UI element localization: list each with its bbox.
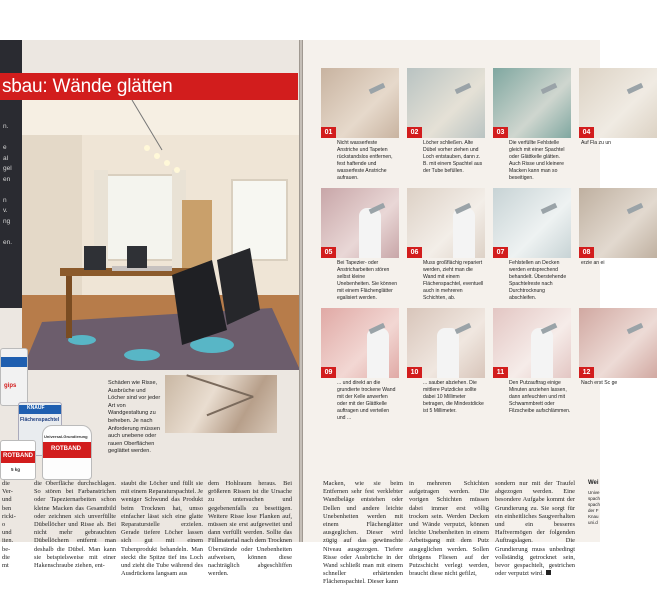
step-number: 10 xyxy=(407,367,422,378)
step-photo xyxy=(579,308,657,378)
worker-figure xyxy=(437,328,459,378)
trowel-icon xyxy=(455,323,472,334)
step-photo xyxy=(407,188,485,258)
step-photo xyxy=(321,68,399,138)
worker-figure xyxy=(523,208,545,258)
col0-line: ben xyxy=(2,504,12,512)
col0-line: be- xyxy=(2,545,11,553)
strip-line xyxy=(3,227,12,238)
step-photo xyxy=(407,68,485,138)
step-number: 08 xyxy=(579,247,594,258)
step-text: erzie an ei xyxy=(581,260,605,266)
step-12 xyxy=(579,308,657,387)
step-03 xyxy=(493,68,571,181)
left-col-0 xyxy=(2,480,22,570)
step-text: Bei Tapezier- oder Anstricharbeiten stören selbst kleine Unebenheiten. Sie können mit einem Flächenglätter egalisiert werden. xyxy=(337,260,398,301)
worker-figure xyxy=(539,88,561,138)
step-number: 04 xyxy=(579,127,594,138)
col0-line: Ver- xyxy=(2,488,13,496)
step-04 xyxy=(579,68,657,147)
step-number: 11 xyxy=(493,367,508,378)
step-text: ... und direkt an die grundierte trockene Wand mit der Kelle anwerfen oder mit der Glättkelle auftragen und verteilen und ... xyxy=(337,380,396,421)
step-text: Muss großflächig repariert werden, zieht man die Wand mit einem Flächenspachtel, eventuell auch in mehreren Schichten, ab. xyxy=(423,260,484,301)
col0-line: und xyxy=(2,496,12,504)
bucket4-sub: 5 kg xyxy=(11,467,21,472)
end-mark xyxy=(546,570,551,575)
strip-line xyxy=(3,133,12,144)
step-02 xyxy=(407,68,485,175)
image-caption: Schäden wie Risse, Ausbrüche und Löcher sind vor jeder Art von Wandgestaltung zu beheben. Je nach Anforderung müssen auch unebene oder rauen Oberflächen geglättet werden. xyxy=(108,380,161,455)
step-text: Auf Fla zu un xyxy=(581,140,612,146)
step-photo xyxy=(493,308,571,378)
strip-line: ng xyxy=(3,217,11,225)
room-illustration xyxy=(22,100,300,370)
page-title: sbau: Wände glätten xyxy=(2,76,173,97)
knauf-gips-bucket xyxy=(0,348,28,406)
strip-line: v. xyxy=(3,207,8,214)
col0-line: die xyxy=(2,553,10,561)
brand-label: KNAUF xyxy=(27,405,45,411)
worker-figure xyxy=(625,328,647,378)
col0-line: ricki- xyxy=(2,512,16,520)
col0-line: iten. xyxy=(2,537,14,545)
side-line: spach xyxy=(588,502,601,507)
worker-figure xyxy=(351,88,373,138)
step-number: 03 xyxy=(493,127,508,138)
step-number: 12 xyxy=(579,367,594,378)
col0-line: o xyxy=(2,521,6,529)
worker-figure xyxy=(617,208,639,258)
step-08 xyxy=(579,188,657,267)
step-number: 06 xyxy=(407,247,422,258)
step-photo xyxy=(579,68,657,138)
step-09 xyxy=(321,308,399,421)
right-col-2: in mehreren Schichten aufgetragen werden. Die vorigen Schichten müssen dabei immer erst völlig trocken sein. Werden Decken und Wände verputzt, können leichte Unebenheiten in einem Arbeitsgang mit dem Putz ausgeglichen werden. Sollen übrigens Fliesen auf der Putzschicht verlegt werden, braucht diese nicht gefilzt, xyxy=(409,480,489,578)
worker-figure xyxy=(359,208,381,258)
step-text: Nach erst Sc ge xyxy=(581,380,618,386)
step-text: Die verfüllte Fehlstelle gleich mit einer Spachtel oder Glättkelle glätten. Auch Risse und kleinere Macken kann man so beseitigen. xyxy=(509,140,565,181)
worker-figure xyxy=(367,328,389,378)
title-bar xyxy=(0,73,298,100)
side-line: Unive xyxy=(588,490,600,495)
dining-room-photo xyxy=(22,100,300,370)
crack-line xyxy=(186,374,253,397)
step-photo xyxy=(579,188,657,258)
right-page xyxy=(303,40,618,586)
product-buckets xyxy=(0,340,100,480)
worker-figure xyxy=(531,328,553,378)
step-text: Fehlstellen an Decken werden entsprechend behandelt. Überstehende Spachtelreste nach Durchtrocknung abschleifen. xyxy=(509,260,567,301)
strip-line: en. xyxy=(3,238,13,246)
step-05 xyxy=(321,188,399,301)
worker-figure xyxy=(453,208,475,258)
step-number: 02 xyxy=(407,127,422,138)
step-photo xyxy=(493,68,571,138)
grundierung-bucket xyxy=(42,425,92,480)
strip-line: al xyxy=(3,154,9,162)
left-col-3: dem Hohlraum heraus. Bei größeren Rissen ist die Ursache zu untersuchen und gegebenenfalls zu beseitigen. Weitere Risse lose Flanken auf, müssen sie erst aufgeweitet und dann verfüllt werden. Sollte das Füllmaterial nach dem Trocknen Überstände oder Unebenheiten aufweisen, können diese nachträglich abgeschliffen werden. xyxy=(208,480,292,578)
strip-line xyxy=(3,185,12,196)
strip-line: en xyxy=(3,175,11,183)
strip-line: gel xyxy=(3,165,12,172)
side-line: der F xyxy=(588,508,599,513)
bucket3-sub: Universal-Grundierung xyxy=(44,434,88,439)
bucket2-label: Flächenspachtel xyxy=(20,417,60,423)
step-text: ... sauber abziehen. Die mittlere Putzdicke sollte dabei 10 Millimeter betragen, die Mindestdicke ist 5 Millimeter. xyxy=(423,380,484,414)
strip-text xyxy=(3,122,12,248)
step-text: Löcher schließen. Alte Dübel vorher ziehen und Loch entstauben, dann z. B. mit einem Spachtel aus der Tube befüllen. xyxy=(423,140,483,174)
step-photo xyxy=(407,308,485,378)
strip-line: e xyxy=(3,144,7,151)
col0-line: die xyxy=(2,480,10,487)
side-line: Knau xyxy=(588,514,599,519)
crack-line xyxy=(207,396,254,416)
step-06 xyxy=(407,188,485,301)
left-col-1: die Oberfläche durchschlagen. So stören bei Farbanstrichen oder Tapeziernarbeiten schon kleine Macken das Gesamtbild oder zeichnen sich unverfüllte Dübellöcher und Risse ab. Bei nicht mehr gebrauchten Dübellöchern entfernt man deshalb die Dübel. Man kann sie beispielsweise mit einer Hakenschraube ziehen, ent- xyxy=(34,480,116,570)
step-07 xyxy=(493,188,571,301)
side-line: uni.d xyxy=(588,520,598,525)
step-text: Den Putzauftrag einige Minuten anziehen lassen, dann anfeuchten und mit Schwammbrett oder Filzscheibe aufschlämmen. xyxy=(509,380,571,414)
step-number: 07 xyxy=(493,247,508,258)
step-text: Nicht wasserfeste Anstriche und Tapeten rückstandslos entfernen, fest haftende und wasserfeste Anstriche aufrauen. xyxy=(337,140,393,181)
bucket4-label: ROTBAND xyxy=(51,446,81,452)
step-photo xyxy=(493,188,571,258)
right-col-1: Macken, wie sie beim Entfernen sehr fest verklebter Wandbeläge entstehen oder Dellen und andere leichte Unebenheiten werden mit einem Flächenglätter ausgeglichen. Dieser wird zügig auf das gewünschte Niveau ausgezogen. Tiefere Risse oder Ausbrüche in der Wand schließt man mit einem schneller erhärtenden Flächenspachtel. Dieser kann xyxy=(323,480,403,586)
left-page xyxy=(0,40,300,578)
step-photo xyxy=(321,308,399,378)
right-col-3 xyxy=(495,480,575,578)
strip-line: n xyxy=(3,196,7,204)
step-photo xyxy=(321,188,399,258)
trowel-icon xyxy=(369,83,386,94)
rotband-bucket xyxy=(0,440,36,480)
col0-line: und xyxy=(2,529,12,537)
worker-figure xyxy=(609,88,631,138)
magazine-spread xyxy=(0,40,618,586)
right-col-3-text: sondern nur mit der Traufel abgezogen werden. Eine besondere Aufgabe kommt der Grundierung zu. Sie sorgt für ein einheitliches Saugverhalten und ein besseres Haftvermögen der folgenden Auftragslagen. Die Grundierung muss unbedingt vollständig getrocknet sein, bevor gespachtelt, gestrichen oder verputzt wird. xyxy=(495,480,575,578)
strip-line: n. xyxy=(3,123,9,130)
step-11 xyxy=(493,308,571,415)
left-col-2: staubt die Löcher und füllt sie mit einem Reparaturspachtel. Je weniger Schwund das Produkt beim Trocknen hat, umso einfacher lässt sich eine glatte Reparaturstelle erzielen. Gerade tiefere Löcher lassen sich gut mit einem Tubenprodukt behandeln. Man steckt die Spitze tief ins Loch und zieht die Tube während des Ausdrückens langsam aus xyxy=(121,480,203,578)
bucket1-label: gips xyxy=(4,383,17,389)
col0-line: mt xyxy=(2,562,9,570)
side-box-text xyxy=(588,490,600,526)
trowel-icon xyxy=(627,83,644,94)
step-number: 09 xyxy=(321,367,336,378)
side-box-heading: Wei xyxy=(588,480,599,486)
side-line: spach xyxy=(588,496,601,501)
cracked-wall-photo xyxy=(165,375,277,433)
trowel-icon xyxy=(541,203,558,214)
step-number: 01 xyxy=(321,127,336,138)
step-10 xyxy=(407,308,485,415)
bucket3-label: ROTBAND xyxy=(3,453,33,459)
step-01 xyxy=(321,68,399,181)
worker-figure xyxy=(445,88,467,138)
step-number: 05 xyxy=(321,247,336,258)
